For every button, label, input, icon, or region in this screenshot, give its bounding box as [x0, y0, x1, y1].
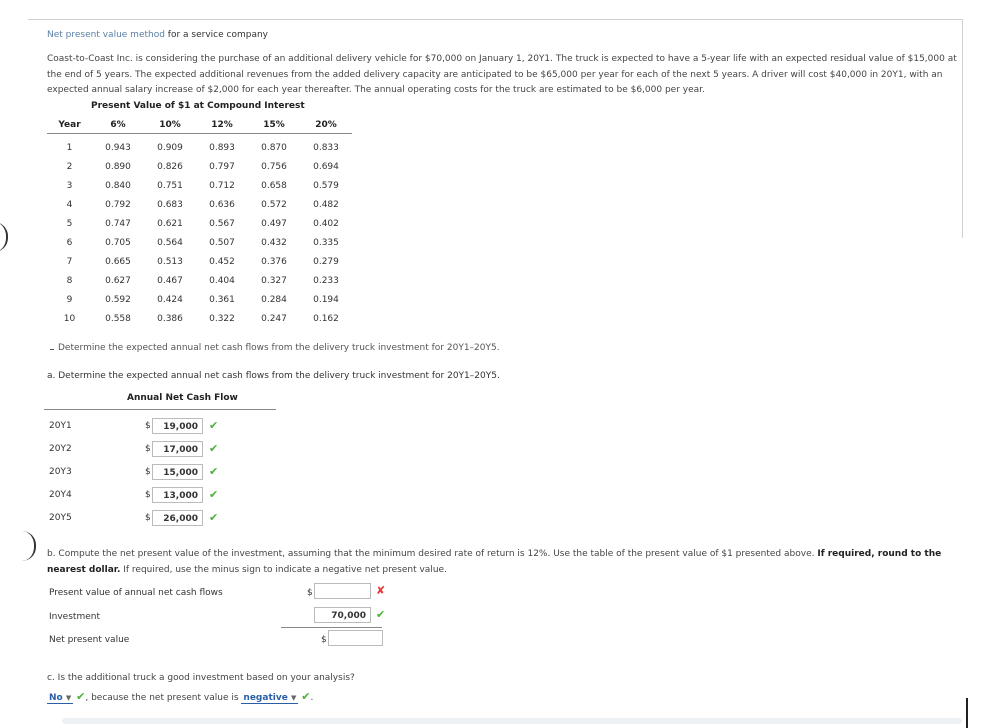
- pv-factor-cell: 0.797: [209, 161, 235, 172]
- pv-year-cell: 7: [66, 256, 73, 267]
- pv-factor-cell: 0.279: [313, 256, 339, 267]
- part-b-question-bold: If required, round to the nearest dollar.: [47, 549, 942, 575]
- pv-factor-cell: 0.840: [105, 180, 131, 191]
- pv-factor-cell: 0.572: [261, 199, 287, 210]
- cash-flow-year: 20Y3: [49, 467, 72, 477]
- pv-factor-cell: 0.833: [313, 142, 339, 153]
- pv-factor-cell: 0.792: [105, 199, 131, 210]
- pv-factor-cell: 0.705: [105, 237, 131, 248]
- cash-flow-year: 20Y4: [49, 490, 72, 500]
- pv-factor-cell: 0.386: [157, 313, 183, 324]
- pv-factor-cell: 0.890: [105, 161, 131, 172]
- part-c-end: .: [310, 693, 314, 703]
- pv-factor-cell: 0.909: [157, 142, 183, 153]
- cash-flow-input[interactable]: 15,000: [152, 464, 203, 480]
- pv-year-cell: 4: [66, 199, 73, 210]
- cash-flow-input[interactable]: 17,000: [152, 441, 203, 457]
- pv-factor-cell: 0.558: [105, 313, 131, 324]
- pv-factor-cell: 0.694: [313, 161, 339, 172]
- npv-input[interactable]: [328, 630, 383, 646]
- npv-currency: $: [321, 635, 327, 645]
- cash-flow-currency: $: [145, 490, 151, 500]
- investment-label: Investment: [49, 612, 100, 622]
- good-investment-select[interactable]: [47, 693, 73, 704]
- pv-year-cell: 6: [66, 237, 73, 248]
- pv-factor-cell: 0.579: [313, 180, 339, 191]
- cash-flow-year: 20Y1: [49, 421, 72, 431]
- pv-factor-cell: 0.404: [209, 275, 235, 286]
- pv-header-12: 12%: [196, 117, 248, 134]
- pv-factor-cell: 0.747: [105, 218, 131, 229]
- cutoff-dash: [50, 349, 54, 350]
- pv-factor-cell: 0.683: [157, 199, 183, 210]
- pv-factor-cell: 0.658: [261, 180, 287, 191]
- bottom-scroll-bar[interactable]: [62, 718, 962, 724]
- pv-table-title: Present Value of $1 at Compound Interest: [91, 101, 305, 111]
- pv-factor-cell: 0.327: [261, 275, 287, 286]
- part-b-question-suffix: If required, use the minus sign to indicate a negative net present value.: [120, 564, 447, 575]
- pv-factor-cell: 0.507: [209, 237, 235, 248]
- pv-cash-flows-input[interactable]: [314, 583, 371, 599]
- npv-sign-value: negative: [243, 693, 288, 703]
- pv-header-15: 15%: [248, 117, 300, 134]
- correct-icon: ✔: [209, 442, 219, 455]
- pv-header-year: Year: [47, 117, 92, 134]
- cash-flow-year: 20Y2: [49, 444, 72, 454]
- pv-year-cell: 5: [66, 218, 73, 229]
- pv-factor-cell: 0.870: [261, 142, 287, 153]
- pv-row: [47, 271, 352, 290]
- pv-row: [47, 195, 352, 214]
- pv-factor-cell: 0.361: [209, 294, 235, 305]
- pv-year-cell: 9: [66, 294, 73, 305]
- npv-sign-select[interactable]: [241, 693, 298, 704]
- pv-row: [47, 252, 352, 271]
- pv-factor-cell: 0.162: [313, 313, 339, 324]
- page-bracket-left-2: [20, 531, 36, 561]
- npv-rule: [281, 627, 382, 628]
- pv-year-cell: 10: [63, 313, 76, 324]
- pv-cash-flows-label: Present value of annual net cash flows: [49, 588, 223, 598]
- cash-flow-input[interactable]: 13,000: [152, 487, 203, 503]
- good-investment-value: No: [49, 693, 63, 703]
- pv-factor-cell: 0.424: [157, 294, 183, 305]
- correct-icon: ✔: [209, 488, 219, 501]
- pv-factor-cell: 0.376: [261, 256, 287, 267]
- correct-icon: ✔: [376, 608, 386, 621]
- pv-factor-cell: 0.467: [157, 275, 183, 286]
- problem-title-highlight: Net present value method: [47, 30, 165, 40]
- part-b-question-text: b. Compute the net present value of the investment, assuming that the minimum desired rate of return is 12%. Use the table of the present value of $1 presented above.: [47, 549, 815, 559]
- investment-input[interactable]: 70,000: [314, 607, 371, 623]
- problem-intro: Coast-to-Coast Inc. is considering the purchase of an additional delivery vehicle for $70,000 on January 1, 20Y1. The truck is expected to have a 5-year life with an expected residual value of $15,000 at the end of 5 years. The expected additional revenues from the added delivery capacity are anticipated to be $65,000 per year for each of the next 5 years. A driver will cost $40,000 in 20Y1, with an expected annual salary increase of $2,000 for each year thereafter. The annual operating costs for the truck are estimated to be $6,000 per year.: [47, 54, 957, 95]
- pv-row: [47, 309, 352, 328]
- cash-flow-currency: $: [145, 467, 151, 477]
- pv-table: [47, 117, 352, 328]
- pv-factor-cell: 0.513: [157, 256, 183, 267]
- pv-year-cell: 1: [66, 142, 73, 153]
- pv-factor-cell: 0.826: [157, 161, 183, 172]
- pv-factor-cell: 0.497: [261, 218, 287, 229]
- page-bracket-left-1: [0, 222, 8, 252]
- pv-factor-cell: 0.402: [313, 218, 339, 229]
- pv-factor-cell: 0.756: [261, 161, 287, 172]
- cash-flow-currency: $: [145, 421, 151, 431]
- pv-year-cell: 2: [66, 161, 73, 172]
- cash-flow-currency: $: [145, 513, 151, 523]
- pv-year-cell: 8: [66, 275, 73, 286]
- correct-icon: ✔: [209, 465, 219, 478]
- part-c-answer-line: [47, 690, 313, 703]
- right-edge-bar: [966, 698, 968, 728]
- annual-net-cash-flow-rule: [44, 409, 276, 410]
- pv-row: [47, 214, 352, 233]
- pv-factor-cell: 0.621: [157, 218, 183, 229]
- cash-flow-currency: $: [145, 444, 151, 454]
- pv-factor-cell: 0.432: [261, 237, 287, 248]
- npv-label: Net present value: [49, 635, 130, 645]
- chevron-down-icon: ▼: [290, 694, 297, 702]
- cutoff-text: Determine the expected annual net cash flows from the delivery truck investment for 20Y1–20Y5.: [58, 343, 500, 353]
- cash-flow-input[interactable]: 26,000: [152, 510, 203, 526]
- pv-factor-cell: 0.564: [157, 237, 183, 248]
- pv-row: [47, 134, 352, 158]
- pv-factor-cell: 0.712: [209, 180, 235, 191]
- pv-header-20: 20%: [300, 117, 352, 134]
- pv-header-10: 10%: [144, 117, 196, 134]
- correct-icon: ✔: [209, 511, 219, 524]
- top-divider: [28, 19, 962, 20]
- pv-factor-cell: 0.592: [105, 294, 131, 305]
- pv-row: [47, 176, 352, 195]
- part-b-question: [47, 547, 952, 578]
- pv-factor-cell: 0.636: [209, 199, 235, 210]
- pv-year-cell: 3: [66, 180, 73, 191]
- cash-flow-year: 20Y5: [49, 513, 72, 523]
- part-a-question: a. Determine the expected annual net cash flows from the delivery truck investment for 20Y1–20Y5.: [47, 371, 500, 381]
- pv-row: [47, 290, 352, 309]
- pv-factor-cell: 0.751: [157, 180, 183, 191]
- pv-factor-cell: 0.194: [313, 294, 339, 305]
- part-c-mid-text: , because the net present value is: [85, 693, 239, 703]
- chevron-down-icon: ▼: [65, 694, 72, 702]
- problem-title: [47, 30, 268, 40]
- pv-factor-cell: 0.893: [209, 142, 235, 153]
- pv-factor-cell: 0.322: [209, 313, 235, 324]
- correct-icon: ✔: [301, 690, 311, 703]
- pv-factor-cell: 0.247: [261, 313, 287, 324]
- correct-icon: ✔: [209, 419, 219, 432]
- pv-row: [47, 233, 352, 252]
- pv-factor-cell: 0.233: [313, 275, 339, 286]
- part-c-question: c. Is the additional truck a good investment based on your analysis?: [47, 673, 355, 683]
- pv-cash-flows-currency: $: [307, 588, 313, 598]
- pv-factor-cell: 0.665: [105, 256, 131, 267]
- pv-factor-cell: 0.452: [209, 256, 235, 267]
- pv-header-6: 6%: [92, 117, 144, 134]
- pv-row: [47, 157, 352, 176]
- pv-factor-cell: 0.943: [105, 142, 131, 153]
- annual-net-cash-flow-title: Annual Net Cash Flow: [127, 393, 238, 403]
- right-divider: [962, 19, 963, 238]
- pv-factor-cell: 0.284: [261, 294, 287, 305]
- pv-factor-cell: 0.482: [313, 199, 339, 210]
- pv-factor-cell: 0.627: [105, 275, 131, 286]
- incorrect-icon: ✘: [376, 584, 386, 597]
- pv-factor-cell: 0.335: [313, 237, 339, 248]
- problem-title-rest: for a service company: [164, 30, 268, 40]
- cash-flow-input[interactable]: 19,000: [152, 418, 203, 434]
- pv-factor-cell: 0.567: [209, 218, 235, 229]
- correct-icon: ✔: [76, 690, 86, 703]
